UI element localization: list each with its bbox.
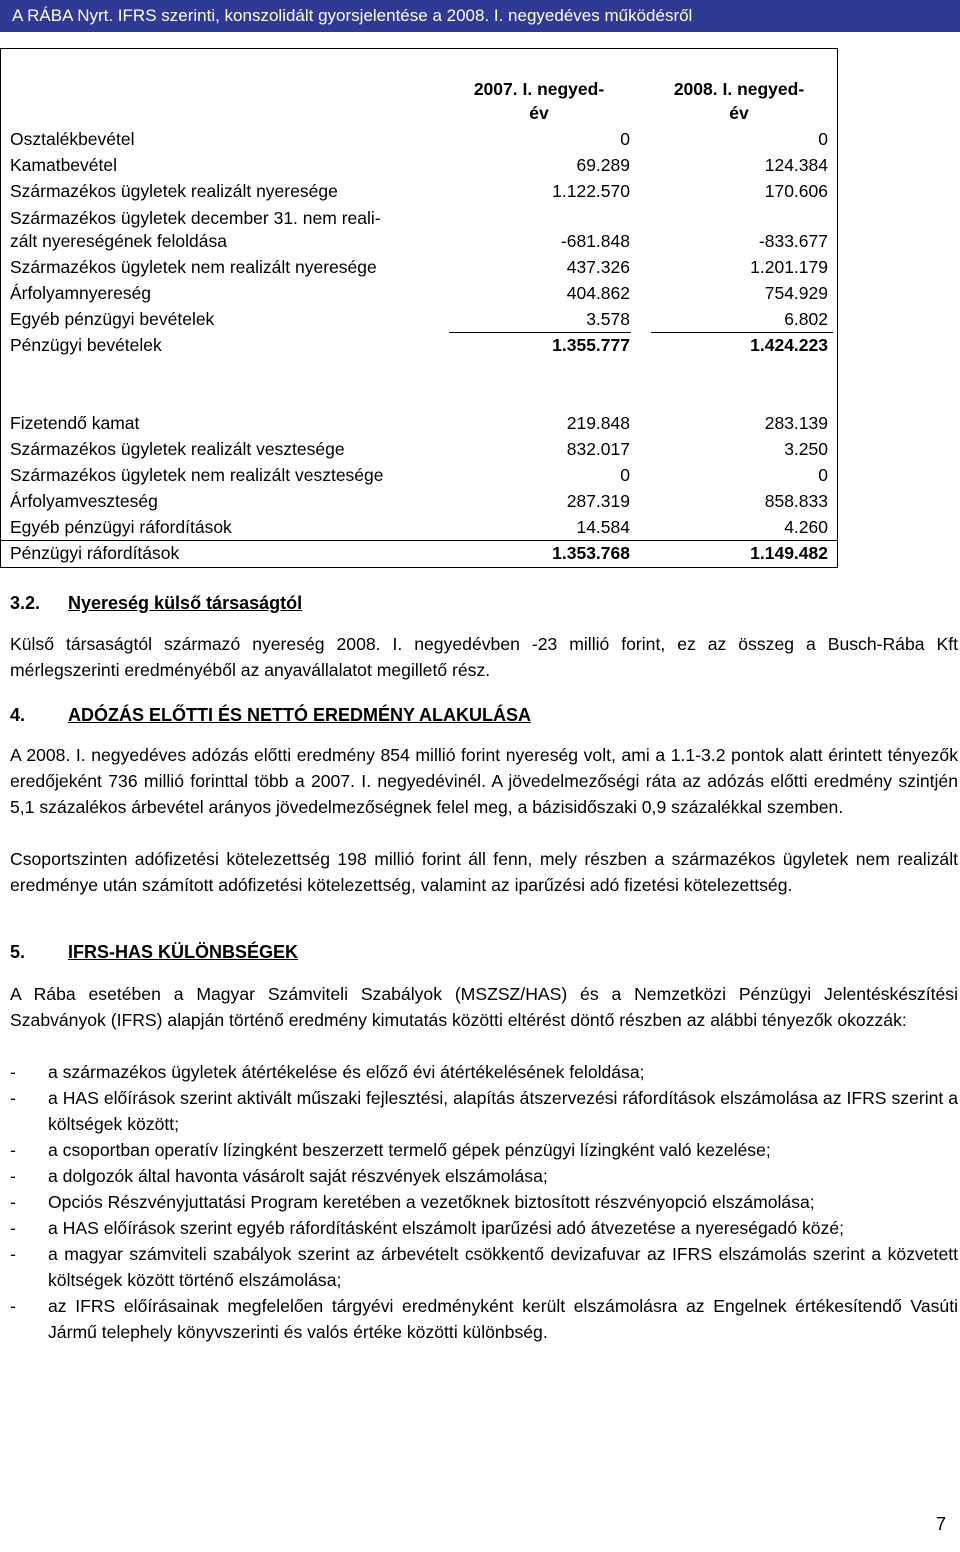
value-2008: 858.833 <box>764 491 828 511</box>
value-2008: 0 <box>818 465 828 485</box>
value-2008: 1.201.179 <box>750 257 828 277</box>
dash-bullet: - <box>10 1062 16 1082</box>
value-2008: 124.384 <box>764 155 828 175</box>
section-title: Nyereség külső társaságtól <box>68 593 303 613</box>
list-item-text: a csoportban operatív lízingként beszerzett termelő gépek pénzügyi lízingként való kezelése; <box>48 1140 771 1160</box>
value-2007: -681.848 <box>560 231 630 251</box>
dash-bullet: - <box>10 1140 16 1160</box>
value-2008: 1.424.223 <box>750 335 828 355</box>
row-label: Egyéb pénzügyi bevételek <box>10 309 215 329</box>
section-number: 4. <box>10 705 26 725</box>
financial-table <box>0 48 838 568</box>
list-item-text: az IFRS előírásainak megfelelően tárgyévi eredményként került elszámolásra az Engelnek értékesítendő Vasúti Jármű telephely könyvszerinti és valós értéke közötti különbség. <box>48 1296 958 1342</box>
total-divider <box>449 332 631 333</box>
value-2007: 3.578 <box>586 309 630 329</box>
list-item-text: a dolgozók által havonta vásárolt saját részvények elszámolása; <box>48 1166 548 1186</box>
value-2008: 754.929 <box>764 283 828 303</box>
list-item-text: a HAS előírások szerint aktivált műszaki fejlesztési, alapítás átszervezési ráfordítások elszámolása az IFRS szerint a költségek között; <box>48 1088 958 1134</box>
column-header-2008 <box>651 77 827 125</box>
table-row <box>10 207 837 255</box>
row-label: Kamatbevétel <box>10 155 118 175</box>
row-label: Egyéb pénzügyi ráfordítások <box>10 517 232 537</box>
dash-bullet: - <box>10 1166 16 1186</box>
document-header <box>0 0 960 32</box>
dash-bullet: - <box>10 1218 16 1238</box>
row-label-line1: Származékos ügyletek december 31. nem reali- <box>10 208 381 228</box>
row-label: Származékos ügyletek realizált vesztesége <box>10 439 345 459</box>
value-2007: 0 <box>620 465 630 485</box>
section-number: 3.2. <box>10 593 41 613</box>
list-item-text: a HAS előírások szerint egyéb ráfordításként elszámolt iparűzési adó átvezetése a nyereségadó közé; <box>48 1218 845 1238</box>
column-header-2007 <box>453 77 625 125</box>
row-label: Pénzügyi bevételek <box>10 335 162 355</box>
value-2008: 3.250 <box>784 439 828 459</box>
paragraph: Külső társaságtól származó nyereség 2008. I. negyedévben -23 millió forint, ez az összeg a Busch-Rába Kft mérlegszerinti eredményéből az anyavállalatot megillető rész. <box>10 634 958 680</box>
row-label: Pénzügyi ráfordítások <box>10 543 180 563</box>
value-2007: 437.326 <box>566 257 630 277</box>
value-2007: 1.122.570 <box>552 181 630 201</box>
value-2007: 832.017 <box>566 439 630 459</box>
row-label: Osztalékbevétel <box>10 129 135 149</box>
difference-list <box>10 1059 958 1345</box>
row-label: Árfolyamnyereség <box>10 283 152 303</box>
column-header-2007-line1: 2007. I. negyed- <box>473 79 605 99</box>
section-heading-3-2 <box>10 593 302 614</box>
row-label: Fizetendő kamat <box>10 413 140 433</box>
header-title: A RÁBA Nyrt. IFRS szerinti, konszolidált gyorsjelentése a 2008. I. negyedéves működésről <box>12 6 693 25</box>
dash-bullet: - <box>10 1088 16 1108</box>
row-label-line2: zált nyereségének feloldása <box>10 231 227 251</box>
column-header-2008-line1: 2008. I. negyed- <box>673 79 805 99</box>
section-heading-5 <box>10 942 298 963</box>
column-header-2007-line2: év <box>529 103 549 123</box>
value-2008: 170.606 <box>764 181 828 201</box>
dash-bullet: - <box>10 1296 16 1316</box>
section-title: ADÓZÁS ELŐTTI ÉS NETTÓ EREDMÉNY ALAKULÁSA <box>68 705 532 725</box>
value-2008: 4.260 <box>784 517 828 537</box>
paragraph: A 2008. I. negyedéves adózás előtti eredmény 854 millió forint nyereség volt, ami a 1.1-3.2 pontok alatt érintett tényezők eredőjeként 736 millió forinttal több a 2007. I. negyedévinél. A jövedelmezőségi ráta az adózás előtti eredmény szintjén 5,1 százalékos árbevétel arányos jövedelmezőségnek felel meg, a bázisidőszaki 0,9 százalékkal szemben. <box>10 745 958 817</box>
row-label: Származékos ügyletek nem realizált vesztesége <box>10 465 384 485</box>
value-2007: 287.319 <box>566 491 630 511</box>
list-item-text: a származékos ügyletek átértékelése és előző évi átértékelésének feloldása; <box>48 1062 645 1082</box>
section-heading-4 <box>10 705 531 726</box>
list-item-text: a magyar számviteli szabályok szerint az árbevételt csökkentő devizafuvar az IFRS elszámolás szerint a közvetett költségek között történő elszámolása; <box>48 1244 958 1290</box>
value-2007: 1.355.777 <box>552 335 630 355</box>
value-2007: 1.353.768 <box>552 543 630 563</box>
section-title: IFRS-HAS KÜLÖNBSÉGEK <box>68 942 299 962</box>
value-2007: 14.584 <box>576 517 630 537</box>
page-number: 7 <box>935 1514 946 1534</box>
total-divider <box>651 332 833 333</box>
list-item <box>10 1137 958 1163</box>
row-label: Árfolyamveszteség <box>10 491 158 511</box>
value-2008: 283.139 <box>764 413 828 433</box>
list-item <box>10 1163 958 1189</box>
list-item <box>10 1215 958 1241</box>
list-item <box>10 1241 958 1293</box>
row-label: Származékos ügyletek nem realizált nyeresége <box>10 257 377 277</box>
dash-bullet: - <box>10 1244 16 1264</box>
row-label <box>10 207 381 253</box>
paragraph: Csoportszinten adófizetési kötelezettség 198 millió forint áll fenn, mely részben a származékos ügyletek nem realizált eredménye után számított adófizetési kötelezettség, valamint az iparűzési adó fizetési kötelezettség. <box>10 849 958 895</box>
total-divider <box>1 540 837 541</box>
column-header-2008-line2: év <box>729 103 749 123</box>
value-2007: 69.289 <box>576 155 630 175</box>
value-2008: 0 <box>818 129 828 149</box>
value-2007: 404.862 <box>566 283 630 303</box>
row-label: Származékos ügyletek realizált nyeresége <box>10 181 338 201</box>
value-2007: 219.848 <box>566 413 630 433</box>
list-item <box>10 1085 958 1137</box>
paragraph: A Rába esetében a Magyar Számviteli Szabályok (MSZSZ/HAS) és a Nemzetközi Pénzügyi Jelentéskészítési Szabványok (IFRS) alapján történő eredmény kimutatás közötti eltérést döntő részben az alábbi tényezők okozzák: <box>10 984 958 1030</box>
value-2008: 1.149.482 <box>750 543 828 563</box>
value-2008: -833.677 <box>758 231 828 251</box>
list-item <box>10 1059 958 1085</box>
list-item <box>10 1293 958 1345</box>
list-item-text: Opciós Részvényjuttatási Program keretében a vezetőknek biztosított részvényopció elszámolása; <box>48 1192 815 1212</box>
section-number: 5. <box>10 942 26 962</box>
list-item <box>10 1189 958 1215</box>
dash-bullet: - <box>10 1192 16 1212</box>
value-2007: 0 <box>620 129 630 149</box>
value-2008: 6.802 <box>784 309 828 329</box>
